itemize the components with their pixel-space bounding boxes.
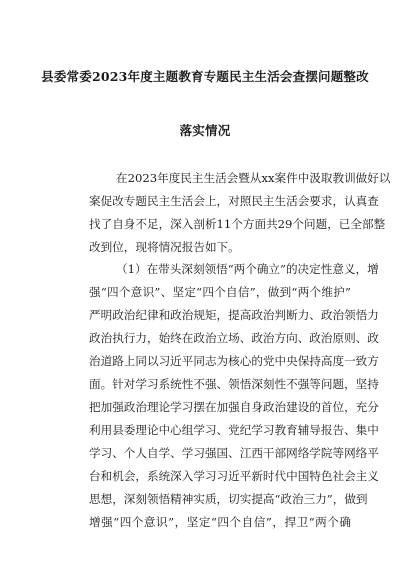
document-title-continued: 落实情况 xyxy=(179,123,231,138)
paragraph-2-line-8: 利用县委理论中心组学习、党纪学习教育辅导报告、集中 xyxy=(89,423,379,437)
paragraph-1-line-1: 在2023年度民主生活会暨从xx案件中汲取教训做好以 xyxy=(116,171,391,185)
paragraph-2-line-1: （1）在带头深刻领悟“两个确立”的决定性意义，增 xyxy=(116,262,379,276)
paragraph-2-line-9: 学习、个人自学、学习强国、江西干部网络学院等网络平 xyxy=(89,446,379,460)
paragraph-2-line-3: 严明政治纪律和政治规矩，提高政治判断力、政治领悟力 xyxy=(89,308,379,322)
paragraph-2-line-4: 政治执行力，始终在政治立场、政治方向、政治原则、政 xyxy=(89,331,379,345)
paragraph-2-line-7: 把加强政治理论学习摆在加强自身政治建设的首位，充分 xyxy=(89,400,379,414)
paragraph-2-line-11: 思想，深刻领悟精神实质，切实提高“政治三力”，做到 xyxy=(89,492,368,506)
paragraph-1-line-2: 案促改专题民主生活会上，对照民主生活会要求，认真查 xyxy=(89,194,379,208)
document-title: 县委常委2023年度主题教育专题民主生活会查摆问题整改 xyxy=(41,69,369,84)
paragraph-2-line-2: 强“四个意识”、坚定“四个自信”，做到“两个维护” xyxy=(89,285,351,299)
paragraph-1-line-3: 找了自身不足，深入剖析11个方面共29个问题，已全部整 xyxy=(89,217,386,231)
paragraph-2-line-12: 增强“四个意识”，坚定“四个自信”，捍卫“两个确 xyxy=(89,515,351,529)
paragraph-2-line-10: 台和机会，系统深入学习习近平新时代中国特色社会主义 xyxy=(89,469,379,483)
paragraph-2-line-5: 治道路上同以习近平同志为核心的党中央保持高度一致方 xyxy=(89,354,379,368)
paragraph-1-line-4: 改到位，现将情况报告如下。 xyxy=(89,240,240,254)
paragraph-2-line-6: 面。针对学习系统性不强、领悟深刻性不强等问题，坚持 xyxy=(89,377,379,391)
